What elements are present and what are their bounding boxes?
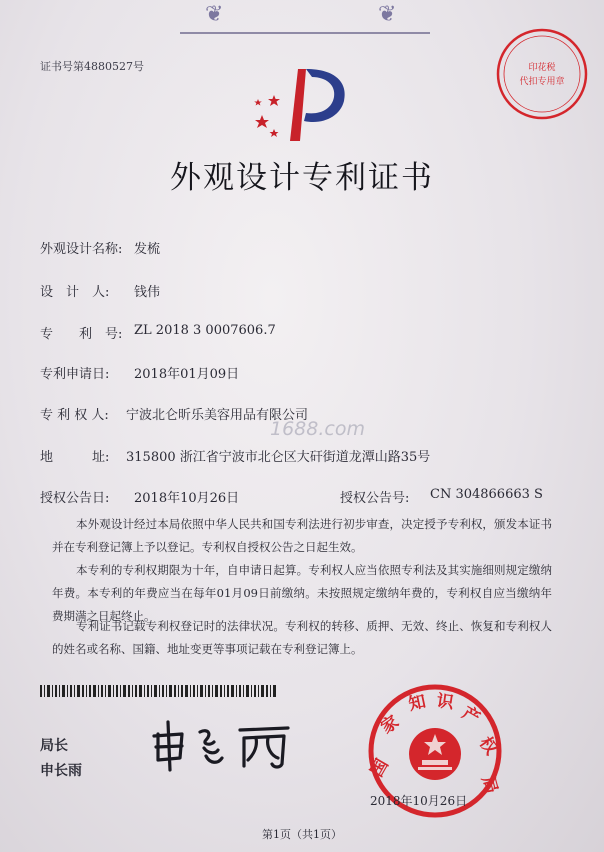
body-paragraph-1: 本外观设计经过本局依照中华人民共和国专利法进行初步审查，决定授予专利权，颁发本证书并在专利登记簿上予以登记。专利权自授权公告之日起生效。 bbox=[52, 517, 552, 554]
director-signature bbox=[148, 716, 298, 772]
svg-text:权: 权 bbox=[474, 733, 502, 759]
design-name-value: 发梳 bbox=[134, 242, 161, 257]
director-title: 局长 bbox=[40, 738, 68, 754]
filing-date-label: 专利申请日: bbox=[40, 367, 110, 382]
svg-text:印花税: 印花税 bbox=[528, 63, 556, 73]
patentee-label: 专 利 权 人: bbox=[40, 408, 109, 423]
patent-no-value: ZL 2018 3 0007606.7 bbox=[134, 323, 276, 338]
address-value: 315800 浙江省宁波市北仑区大矸街道龙潭山路35号 bbox=[126, 450, 431, 465]
certificate-number: 证书号第4880527号 bbox=[40, 60, 144, 73]
svg-text:国: 国 bbox=[367, 755, 393, 781]
patentee-value: 宁波北仑昕乐美容用品有限公司 bbox=[126, 408, 309, 423]
svg-text:家: 家 bbox=[377, 711, 403, 739]
svg-text:代扣专用章: 代扣专用章 bbox=[519, 77, 565, 87]
designer-value: 钱伟 bbox=[134, 285, 161, 300]
certificate-title: 外观设计专利证书 bbox=[170, 160, 434, 196]
director-name: 申长雨 bbox=[40, 763, 82, 779]
patent-no-label: 专 利 号: bbox=[40, 327, 123, 342]
grant-no-value: CN 304866663 S bbox=[430, 487, 543, 502]
filing-date-value: 2018年01月09日 bbox=[134, 367, 240, 382]
body-paragraph-3: 专利证书记载专利权登记时的法律状况。专利权的转移、质押、无效、终止、恢复和专利权人的姓名或名称、国籍、地址变更等事项记载在专利登记簿上。 bbox=[52, 619, 552, 656]
design-name-label: 外观设计名称: bbox=[40, 242, 123, 257]
svg-text:识: 识 bbox=[435, 691, 455, 714]
watermark: 1688.com bbox=[270, 418, 365, 440]
address-label: 地 址: bbox=[40, 450, 110, 465]
grant-no-label: 授权公告号: bbox=[340, 491, 410, 506]
svg-text:局: 局 bbox=[477, 774, 501, 796]
svg-text:知: 知 bbox=[406, 691, 428, 715]
grant-date-label: 授权公告日: bbox=[40, 491, 110, 506]
body-paragraph-2: 本专利的专利权期限为十年，自申请日起算。专利权人应当依照专利法及其实施细则规定缴纳年费。本专利的年费应当在每年01月09日前缴纳。未按照规定缴纳年费的，专利权自应当缴纳年费期满之日起终止。 bbox=[52, 563, 552, 623]
cnipa-logo-icon bbox=[248, 55, 358, 147]
svg-text:产: 产 bbox=[458, 703, 484, 729]
grant-date-value: 2018年10月26日 bbox=[134, 491, 240, 506]
page-number: 第1页（共1页） bbox=[262, 828, 342, 841]
ornament-right: ❦ bbox=[378, 2, 397, 27]
ornament-left: ❦ bbox=[205, 2, 224, 27]
seal-date: 2018年10月26日 bbox=[370, 794, 468, 808]
designer-label: 设 计 人: bbox=[40, 285, 110, 300]
tax-stamp-icon bbox=[494, 26, 590, 122]
barcode bbox=[40, 685, 276, 697]
